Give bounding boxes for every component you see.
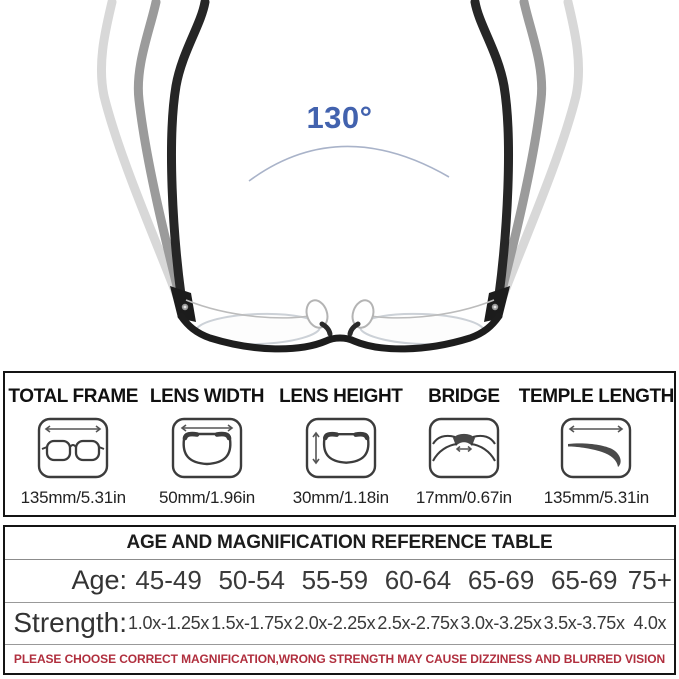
strength-cell: 4.0x xyxy=(633,612,667,633)
age-cell: 65-69 xyxy=(550,565,618,596)
spec-label: BRIDGE xyxy=(428,386,500,407)
lens-width-icon xyxy=(171,417,243,479)
strength-row-label: Strength: xyxy=(13,607,127,639)
age-cell: 60-64 xyxy=(384,565,452,596)
strength-cell: 3.0x-3.25x xyxy=(460,612,542,633)
spec-label: TEMPLE LENGTH xyxy=(518,386,674,407)
spec-temple-length xyxy=(519,373,674,515)
left-temple-arms xyxy=(101,2,205,322)
age-cell: 55-59 xyxy=(301,565,369,596)
age-row-label: Age: xyxy=(71,565,127,596)
spec-lens-height xyxy=(273,373,409,515)
spec-label: LENS WIDTH xyxy=(149,386,265,407)
spec-value: 135mm/5.31in xyxy=(20,488,126,507)
strength-cell: 3.5x-3.75x xyxy=(543,612,625,633)
age-cells xyxy=(127,565,674,596)
spec-value: 50mm/1.96in xyxy=(158,488,256,507)
spec-bridge xyxy=(409,373,519,515)
age-cell: 65-69 xyxy=(467,565,535,596)
spec-value: 135mm/5.31in xyxy=(543,488,650,507)
temple-length-icon xyxy=(560,417,632,479)
spec-lens-width xyxy=(141,373,272,515)
right-temple-arms xyxy=(475,2,579,322)
bridge-icon xyxy=(428,417,500,479)
spec-total-frame xyxy=(5,373,141,515)
table-title: AGE AND MAGNIFICATION REFERENCE TABLE xyxy=(5,527,674,560)
strength-cell: 2.5x-2.75x xyxy=(377,612,459,633)
strength-cells xyxy=(127,613,674,634)
spec-label: LENS HEIGHT xyxy=(279,386,403,407)
temple-flex-angle-label: 130° xyxy=(298,101,380,135)
age-row xyxy=(5,560,674,603)
age-cell: 50-54 xyxy=(218,565,285,596)
spec-value: 30mm/1.18in xyxy=(292,488,389,507)
measurement-specs-panel xyxy=(3,371,676,517)
age-cell: 45-49 xyxy=(135,565,202,596)
age-magnification-table xyxy=(3,525,676,675)
frame-width-icon xyxy=(37,417,109,479)
age-cell: 75+ xyxy=(627,565,672,596)
spec-label: TOTAL FRAME xyxy=(8,386,139,407)
lens-height-icon xyxy=(305,417,377,479)
strength-cell: 2.0x-2.25x xyxy=(294,612,376,633)
strength-cell: 1.5x-1.75x xyxy=(211,612,293,633)
magnification-warning-text: PLEASE CHOOSE CORRECT MAGNIFICATION,WRONG STRENGTH MAY CAUSE DIZZINESS AND BLURRED VISION xyxy=(13,652,666,666)
spec-value: 17mm/0.67in xyxy=(415,488,512,507)
strength-cell: 1.0x-1.25x xyxy=(128,612,210,633)
angle-arc xyxy=(249,146,449,181)
strength-row xyxy=(5,603,674,646)
